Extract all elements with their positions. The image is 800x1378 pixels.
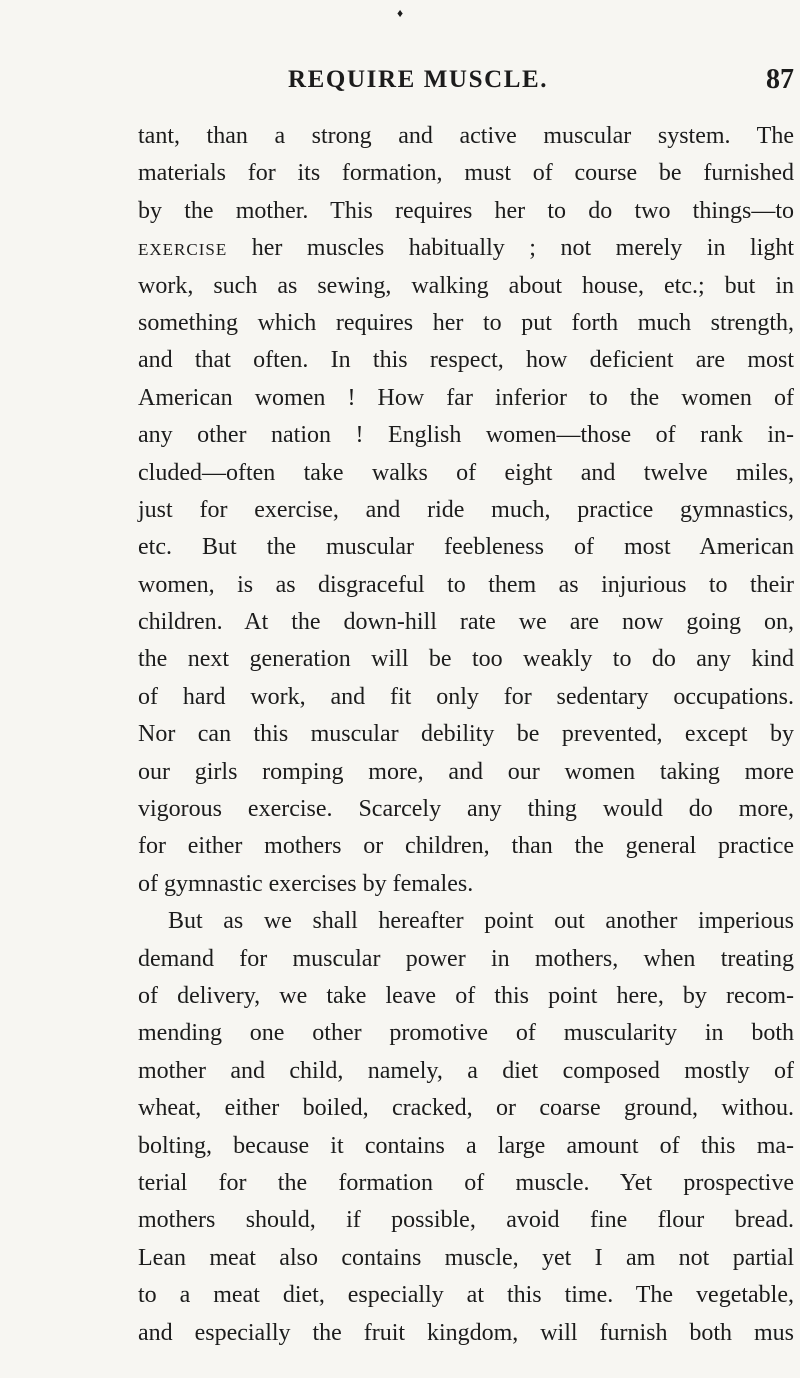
text-line: just for exercise, and ride much, practice gymnastics,: [138, 496, 794, 523]
text-line: mending one other promotive of muscularity in both: [138, 1020, 794, 1047]
text-line: our girls romping more, and our women taking more: [138, 758, 794, 785]
text-line: materials for its formation, must of course be furnished: [138, 160, 794, 187]
text-line: children. At the down-hill rate we are now going on,: [138, 609, 794, 636]
text-line: and that often. In this respect, how deficient are most: [138, 347, 794, 374]
text-line: to a meat diet, especially at this time. The vegetable,: [138, 1282, 794, 1309]
text-line: [138, 230, 794, 267]
text-line-rest: her muscles habitually ; not merely in light: [251, 235, 794, 262]
text-line: terial for the formation of muscle. Yet prospective: [138, 1169, 794, 1196]
body-text: [138, 118, 794, 1352]
text-line: the next generation will be too weakly to do any kind: [138, 646, 794, 673]
running-title: REQUIRE MUSCLE.: [288, 66, 549, 93]
text-line: mothers should, if possible, avoid fine flour bread.: [138, 1207, 794, 1234]
text-line: mother and child, namely, a diet composed mostly of: [138, 1057, 794, 1084]
ornament-mark: ♦: [396, 6, 404, 20]
emphasis-word: exercise: [138, 235, 228, 262]
text-line: demand for muscular power in mothers, when treating: [138, 945, 794, 972]
text-line: for either mothers or children, than the general practice: [138, 833, 794, 860]
text-line: by the mother. This requires her to do two things—to: [138, 197, 794, 224]
text-line: work, such as sewing, walking about house, etc.; but in: [138, 272, 794, 299]
paragraph-last-line: of gymnastic exercises by females.: [138, 870, 474, 897]
text-line: wheat, either boiled, cracked, or coarse ground, withou.: [138, 1095, 794, 1122]
text-line: Nor can this muscular debility be prevented, except by: [138, 721, 794, 748]
text-line: something which requires her to put forth much strength,: [138, 309, 794, 336]
text-line: of hard work, and fit only for sedentary occupations.: [138, 683, 794, 710]
page-number: 87: [766, 64, 794, 95]
text-line: etc. But the muscular feebleness of most American: [138, 534, 794, 561]
text-line: tant, than a strong and active muscular system. The: [138, 123, 794, 149]
text-line: cluded—often take walks of eight and twelve miles,: [138, 459, 794, 486]
text-line: American women ! How far inferior to the women of: [138, 384, 794, 411]
running-head: [138, 62, 794, 98]
text-line: vigorous exercise. Scarcely any thing would do more,: [138, 796, 794, 823]
text-line: and especially the fruit kingdom, will furnish both mus: [138, 1319, 794, 1346]
text-line: bolting, because it contains a large amount of this ma-: [138, 1132, 794, 1159]
text-line: of delivery, we take leave of this point here, by recom-: [138, 982, 794, 1009]
text-line: women, is as disgraceful to them as injurious to their: [138, 571, 794, 598]
text-line: Lean meat also contains muscle, yet I am not partial: [138, 1244, 794, 1271]
paragraph-first-line: But as we shall hereafter point out another imperious: [168, 908, 794, 935]
text-line: any other nation ! English women—those of rank in-: [138, 422, 794, 449]
